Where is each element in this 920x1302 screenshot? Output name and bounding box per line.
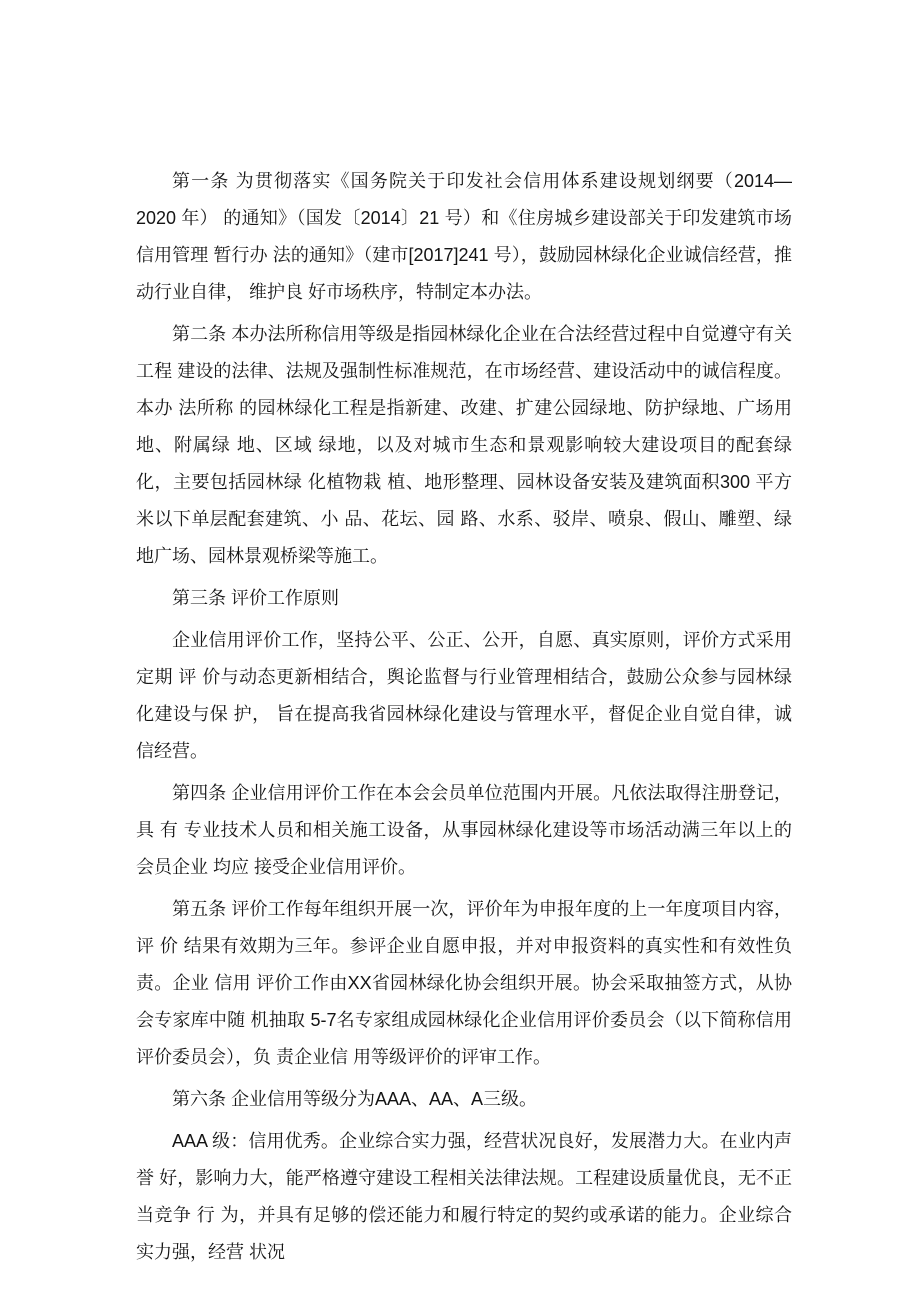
paragraph-article-2: 第二条 本办法所称信用等级是指园林绿化企业在合法经营过程中自觉遵守有关 工程 建设的法律、法规及强制性标准规范，在市场经营、建设活动中的诚信程度。本办 法所称 的园林绿化工程是指新建、改建、扩建公园绿地、防护绿地、广场用地、附属绿 地、区域 绿地，以及对城市生态和景观影响较大建设项目的配套绿化，主要包括园林绿 化植物栽 植、地形整理、园林设备安装及建筑面积300 平方米以下单层配套建筑、小 品、花坛、园 路、水系、驳岸、喷泉、假山、雕塑、绿地广场、园林景观桥梁等施工。: [136, 324, 792, 566]
paragraph-article-3-body: 企业信用评价工作，坚持公平、公正、公开，自愿、真实原则，评价方式采用定期 评 价与动态更新相结合，舆论监督与行业管理相结合，鼓励公众参与园林绿化建设与保 护， 旨在提高我省园林绿化建设与管理水平，督促企业自觉自律，诚信经营。: [136, 630, 792, 761]
paragraph-article-1: 第一条 为贯彻落实《国务院关于印发社会信用体系建设规划纲要（2014—2020 年） 的通知》（国发〔2014〕21 号）和《住房城乡建设部关于印发建筑市场信用管理 暂行办 法的通知》（建市[2017]241 号），鼓励园林绿化企业诚信经营，推动行业自律， 维护良 好市场秩序，特制定本办法。: [136, 171, 792, 302]
paragraph-article-6: 第六条 企业信用等级分为AAA、AA、A三级。: [172, 1089, 538, 1109]
paragraph-grade-aaa: AAA 级：信用优秀。企业综合实力强，经营状况良好，发展潜力大。在业内声誉 好，影响力大，能严格遵守建设工程相关法律法规。工程建设质量优良，无不正当竞争 行 为，并具有足够的偿还能力和履行特定的契约或承诺的能力。企业综合实力强，经营 状况: [136, 1131, 792, 1262]
paragraph-article-4: 第四条 企业信用评价工作在本会会员单位范围内开展。凡依法取得注册登记，具 有 专业技术人员和相关施工设备，从事园林绿化建设等市场活动满三年以上的会员企业 均应 接受企业信用评价。: [136, 783, 792, 877]
paragraph-article-3-title: 第三条 评价工作原则: [172, 588, 340, 608]
paragraph-article-5: 第五条 评价工作每年组织开展一次，评价年为申报年度的上一年度项目内容，评 价 结果有效期为三年。参评企业自愿申报，并对申报资料的真实性和有效性负责。企业 信用 评价工作由XX省园林绿化协会组织开展。协会采取抽签方式，从协会专家库中随 机抽取 5-7名专家组成园林绿化企业信用评价委员会（以下简称信用评价委员会），负 责企业信 用等级评价的评审工作。: [136, 899, 792, 1067]
